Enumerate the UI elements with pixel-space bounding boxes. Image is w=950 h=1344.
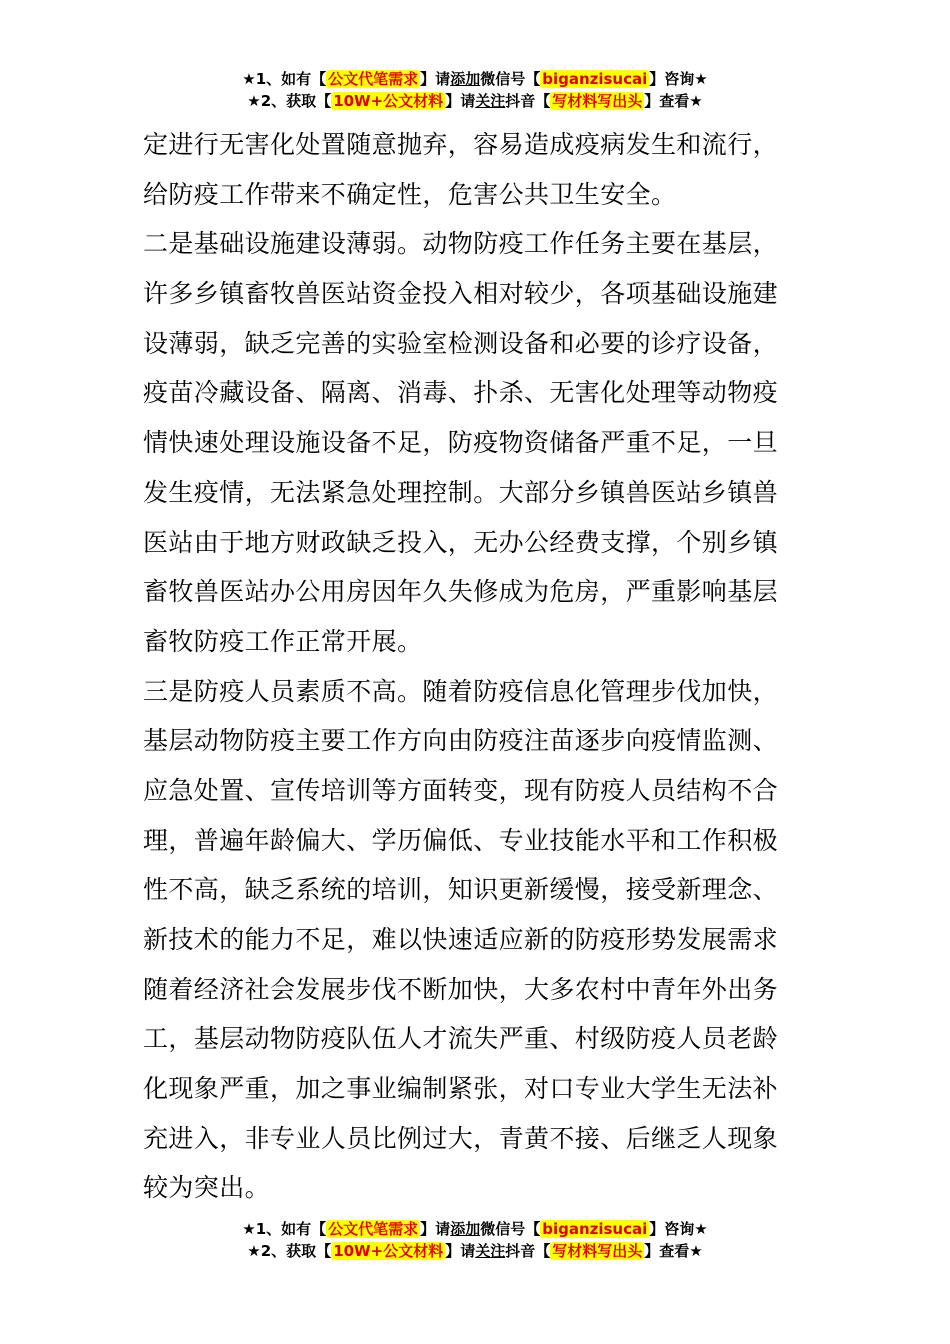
banner-text: 】咨询★ [649, 70, 708, 88]
banner-text: 】请 [420, 70, 451, 88]
banner-text: 】咨询★ [649, 1220, 708, 1238]
header-banner [0, 68, 950, 112]
body-line: 化现象严重，加之事业编制紧张，对口专业大学生无法补 [143, 1074, 779, 1104]
body-line: 给防疫工作带来不确定性，危害公共卫生安全。 [143, 179, 677, 209]
body-line: 许多乡镇畜牧兽医站资金投入相对较少，各项基础设施建 [143, 279, 779, 309]
body-line: 畜牧防疫工作正常开展。 [143, 626, 423, 656]
banner-text: ★1、如有【 [242, 70, 327, 88]
body-line: 发生疫情，无法紧急处理控制。大部分乡镇兽医站乡镇兽 [143, 477, 779, 507]
banner-line-2 [0, 90, 950, 112]
banner-text: 抖音【 [505, 92, 551, 110]
highlight-wechat-id: biganzisucai [542, 1220, 648, 1238]
body-line: 较为突出。 [143, 1173, 271, 1203]
banner-text: 】查看★ [644, 1242, 703, 1260]
document-body [143, 120, 815, 1213]
body-line: 情快速处理设施设备不足，防疫物资储备严重不足，一旦 [143, 428, 779, 458]
body-line: 定进行无害化处置随意抛弃，容易造成疫病发生和流行， [143, 130, 779, 159]
body-line: 畜牧兽医站办公用房因年久失修成为危房，严重影响基层 [143, 577, 779, 607]
body-line: 疫苗冷藏设备、隔离、消毒、扑杀、无害化处理等动物疫 [143, 378, 779, 408]
banner-underlined-text: 添加 [450, 1220, 481, 1238]
banner-text: ★2、获取【 [247, 92, 332, 110]
banner-underlined-text: 关注 [475, 92, 506, 110]
banner-text: 抖音【 [505, 1242, 551, 1260]
body-line: 基层动物防疫主要工作方向由防疫注苗逐步向疫情监测、 [143, 726, 779, 756]
body-line: 充进入，非专业人员比例过大，青黄不接、后继乏人现象 [143, 1123, 779, 1153]
banner-underlined-text: 关注 [475, 1242, 506, 1260]
body-line: 设薄弱，缺乏完善的实验室检测设备和必要的诊疗设备， [143, 328, 779, 358]
banner-line-2 [0, 1240, 950, 1262]
highlight-materials: 10W+公文材料 [333, 1242, 444, 1260]
highlight-douyin-account: 写材料写出头 [552, 92, 643, 110]
highlight-service: 公文代笔需求 [328, 1220, 419, 1238]
banner-text: 】查看★ [644, 92, 703, 110]
banner-text: ★1、如有【 [242, 1220, 327, 1238]
body-line: 理，普遍年龄偏大、学历偏低、专业技能水平和工作积极 [143, 825, 779, 855]
banner-underlined-text: 添加 [450, 70, 481, 88]
body-line: 随着经济社会发展步伐不断加快，大多农村中青年外出务 [143, 974, 779, 1004]
body-line: 二是基础设施建设薄弱。动物防疫工作任务主要在基层， [143, 229, 779, 259]
highlight-service: 公文代笔需求 [328, 70, 419, 88]
banner-text: 微信号【 [480, 1220, 541, 1238]
highlight-wechat-id: biganzisucai [542, 70, 648, 88]
body-line: 性不高，缺乏系统的培训，知识更新缓慢，接受新理念、 [143, 875, 779, 905]
banner-text: 】请 [445, 1242, 476, 1260]
banner-text: 】请 [420, 1220, 451, 1238]
body-line: 三是防疫人员素质不高。随着防疫信息化管理步伐加快， [143, 676, 779, 706]
banner-text: 微信号【 [480, 70, 541, 88]
highlight-douyin-account: 写材料写出头 [552, 1242, 643, 1260]
banner-text: ★2、获取【 [247, 1242, 332, 1260]
highlight-materials: 10W+公文材料 [333, 92, 444, 110]
banner-text: 】请 [445, 92, 476, 110]
body-line: 新技术的能力不足，难以快速适应新的防疫形势发展需求 [143, 925, 779, 954]
footer-banner [0, 1218, 950, 1262]
body-line: 应急处置、宣传培训等方面转变，现有防疫人员结构不合 [143, 775, 779, 805]
body-line: 医站由于地方财政缺乏投入，无办公经费支撑，个别乡镇 [143, 527, 779, 557]
banner-line-1 [0, 68, 950, 90]
banner-line-1 [0, 1218, 950, 1240]
body-line: 工，基层动物防疫队伍人才流失严重、村级防疫人员老龄 [143, 1024, 779, 1054]
